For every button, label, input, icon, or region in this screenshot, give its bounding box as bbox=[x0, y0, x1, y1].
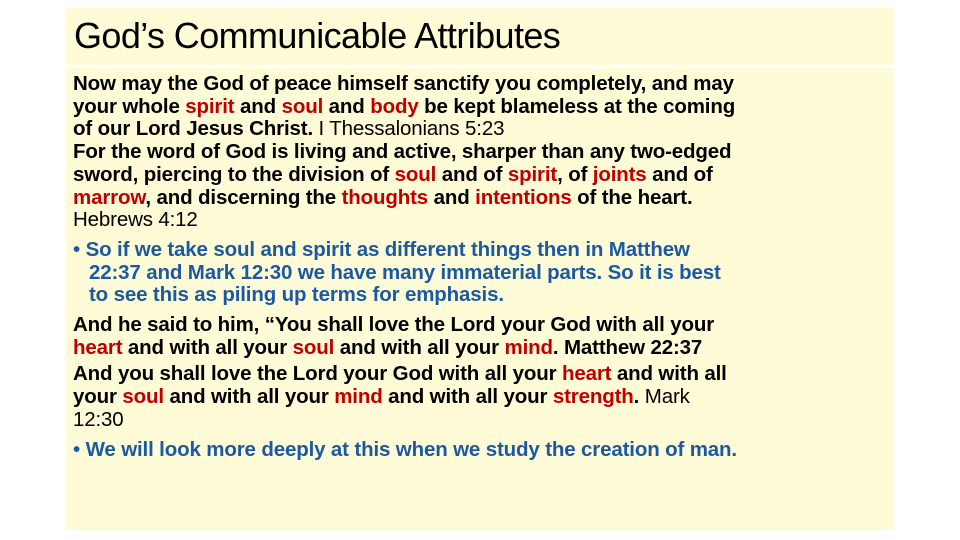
verse-4-line-3 bbox=[73, 409, 888, 432]
verse-text: and bbox=[323, 94, 371, 118]
verse-2-line-1 bbox=[73, 141, 888, 164]
emphasis-word: spirit bbox=[507, 162, 558, 186]
bullet-1-line-3 bbox=[73, 284, 888, 307]
verse-text: For the word of God is living and active, sharper than any two-edged bbox=[73, 140, 732, 164]
verse-text: and bbox=[234, 94, 282, 118]
verse-text: and of bbox=[436, 162, 508, 186]
verse-text: and bbox=[428, 185, 476, 209]
verse-4-line-1 bbox=[73, 363, 888, 386]
emphasis-word: thoughts bbox=[341, 185, 429, 209]
emphasis-word: soul bbox=[292, 335, 335, 359]
emphasis-word: soul bbox=[122, 385, 164, 409]
verse-4-line-2 bbox=[73, 386, 888, 409]
emphasis-word: spirit bbox=[185, 94, 235, 118]
verse-text: of the heart. bbox=[571, 185, 693, 209]
verse-text: and of bbox=[646, 162, 713, 186]
verse-text: And you shall love the Lord your God with all your bbox=[73, 362, 562, 386]
verse-reference: Hebrews 4:12 bbox=[73, 208, 198, 232]
verse-text: and with all your bbox=[334, 335, 505, 359]
verse-reference: 12:30 bbox=[73, 407, 124, 431]
verse-1-line-2 bbox=[73, 96, 888, 119]
slide-content bbox=[73, 73, 888, 461]
emphasis-word: heart bbox=[73, 335, 123, 359]
verse-text: and with all your bbox=[382, 385, 553, 409]
verse-text: , and discerning the bbox=[145, 185, 342, 209]
bullet-text: to see this as piling up terms for emphasis. bbox=[89, 283, 504, 307]
verse-text: of our Lord Jesus Christ. bbox=[73, 117, 313, 141]
bullet-text: 22:37 and Mark 12:30 we have many immaterial parts. So it is best bbox=[89, 260, 721, 284]
verse-2-line-2 bbox=[73, 164, 888, 187]
slide-title: God’s Communicable Attributes bbox=[74, 15, 561, 56]
verse-text: , of bbox=[557, 162, 593, 186]
verse-text: and with all your bbox=[163, 385, 335, 409]
verse-text: sword, piercing to the division of bbox=[73, 162, 395, 186]
emphasis-word: strength bbox=[552, 385, 634, 409]
emphasis-word: mind bbox=[334, 385, 383, 409]
verse-3-line-1 bbox=[73, 314, 888, 337]
emphasis-word: mind bbox=[504, 335, 553, 359]
bullet-marker: • bbox=[73, 237, 81, 261]
verse-text: your whole bbox=[73, 94, 186, 118]
verse-reference: Mark bbox=[639, 385, 690, 409]
verse-reference: I Thessalonians 5:23 bbox=[313, 117, 505, 141]
verse-2-line-4 bbox=[73, 209, 888, 232]
emphasis-word: soul bbox=[394, 162, 437, 186]
emphasis-word: soul bbox=[281, 94, 324, 118]
emphasis-word: heart bbox=[561, 362, 612, 386]
verse-1-line-3 bbox=[73, 118, 888, 141]
bullet-1 bbox=[73, 239, 888, 262]
verse-text: Now may the God of peace himself sanctify you completely, and may bbox=[73, 72, 734, 95]
emphasis-word: marrow bbox=[73, 185, 146, 209]
emphasis-word: intentions bbox=[475, 185, 572, 209]
verse-text: and with all your bbox=[122, 335, 293, 359]
bullet-1-line-2 bbox=[73, 262, 888, 285]
verse-3-line-2 bbox=[73, 337, 888, 360]
bullet-text: We will look more deeply at this when we study the creation of man. bbox=[85, 437, 737, 461]
verse-text: And he said to him, “You shall love the Lord your God with all your bbox=[73, 313, 715, 337]
emphasis-word: body bbox=[370, 94, 419, 118]
verse-text: . bbox=[633, 385, 640, 409]
emphasis-word: joints bbox=[592, 162, 647, 186]
verse-1-line-1 bbox=[73, 73, 888, 96]
verse-text: . Matthew 22:37 bbox=[552, 335, 703, 359]
verse-2-line-3 bbox=[73, 187, 888, 210]
bullet-marker: • bbox=[73, 437, 81, 461]
verse-text: and with all bbox=[611, 362, 727, 386]
verse-text: your bbox=[73, 385, 123, 409]
bullet-text: So if we take soul and spirit as different things then in Matthew bbox=[85, 237, 690, 261]
bullet-2 bbox=[73, 439, 888, 462]
verse-text: be kept blameless at the coming bbox=[418, 94, 736, 118]
